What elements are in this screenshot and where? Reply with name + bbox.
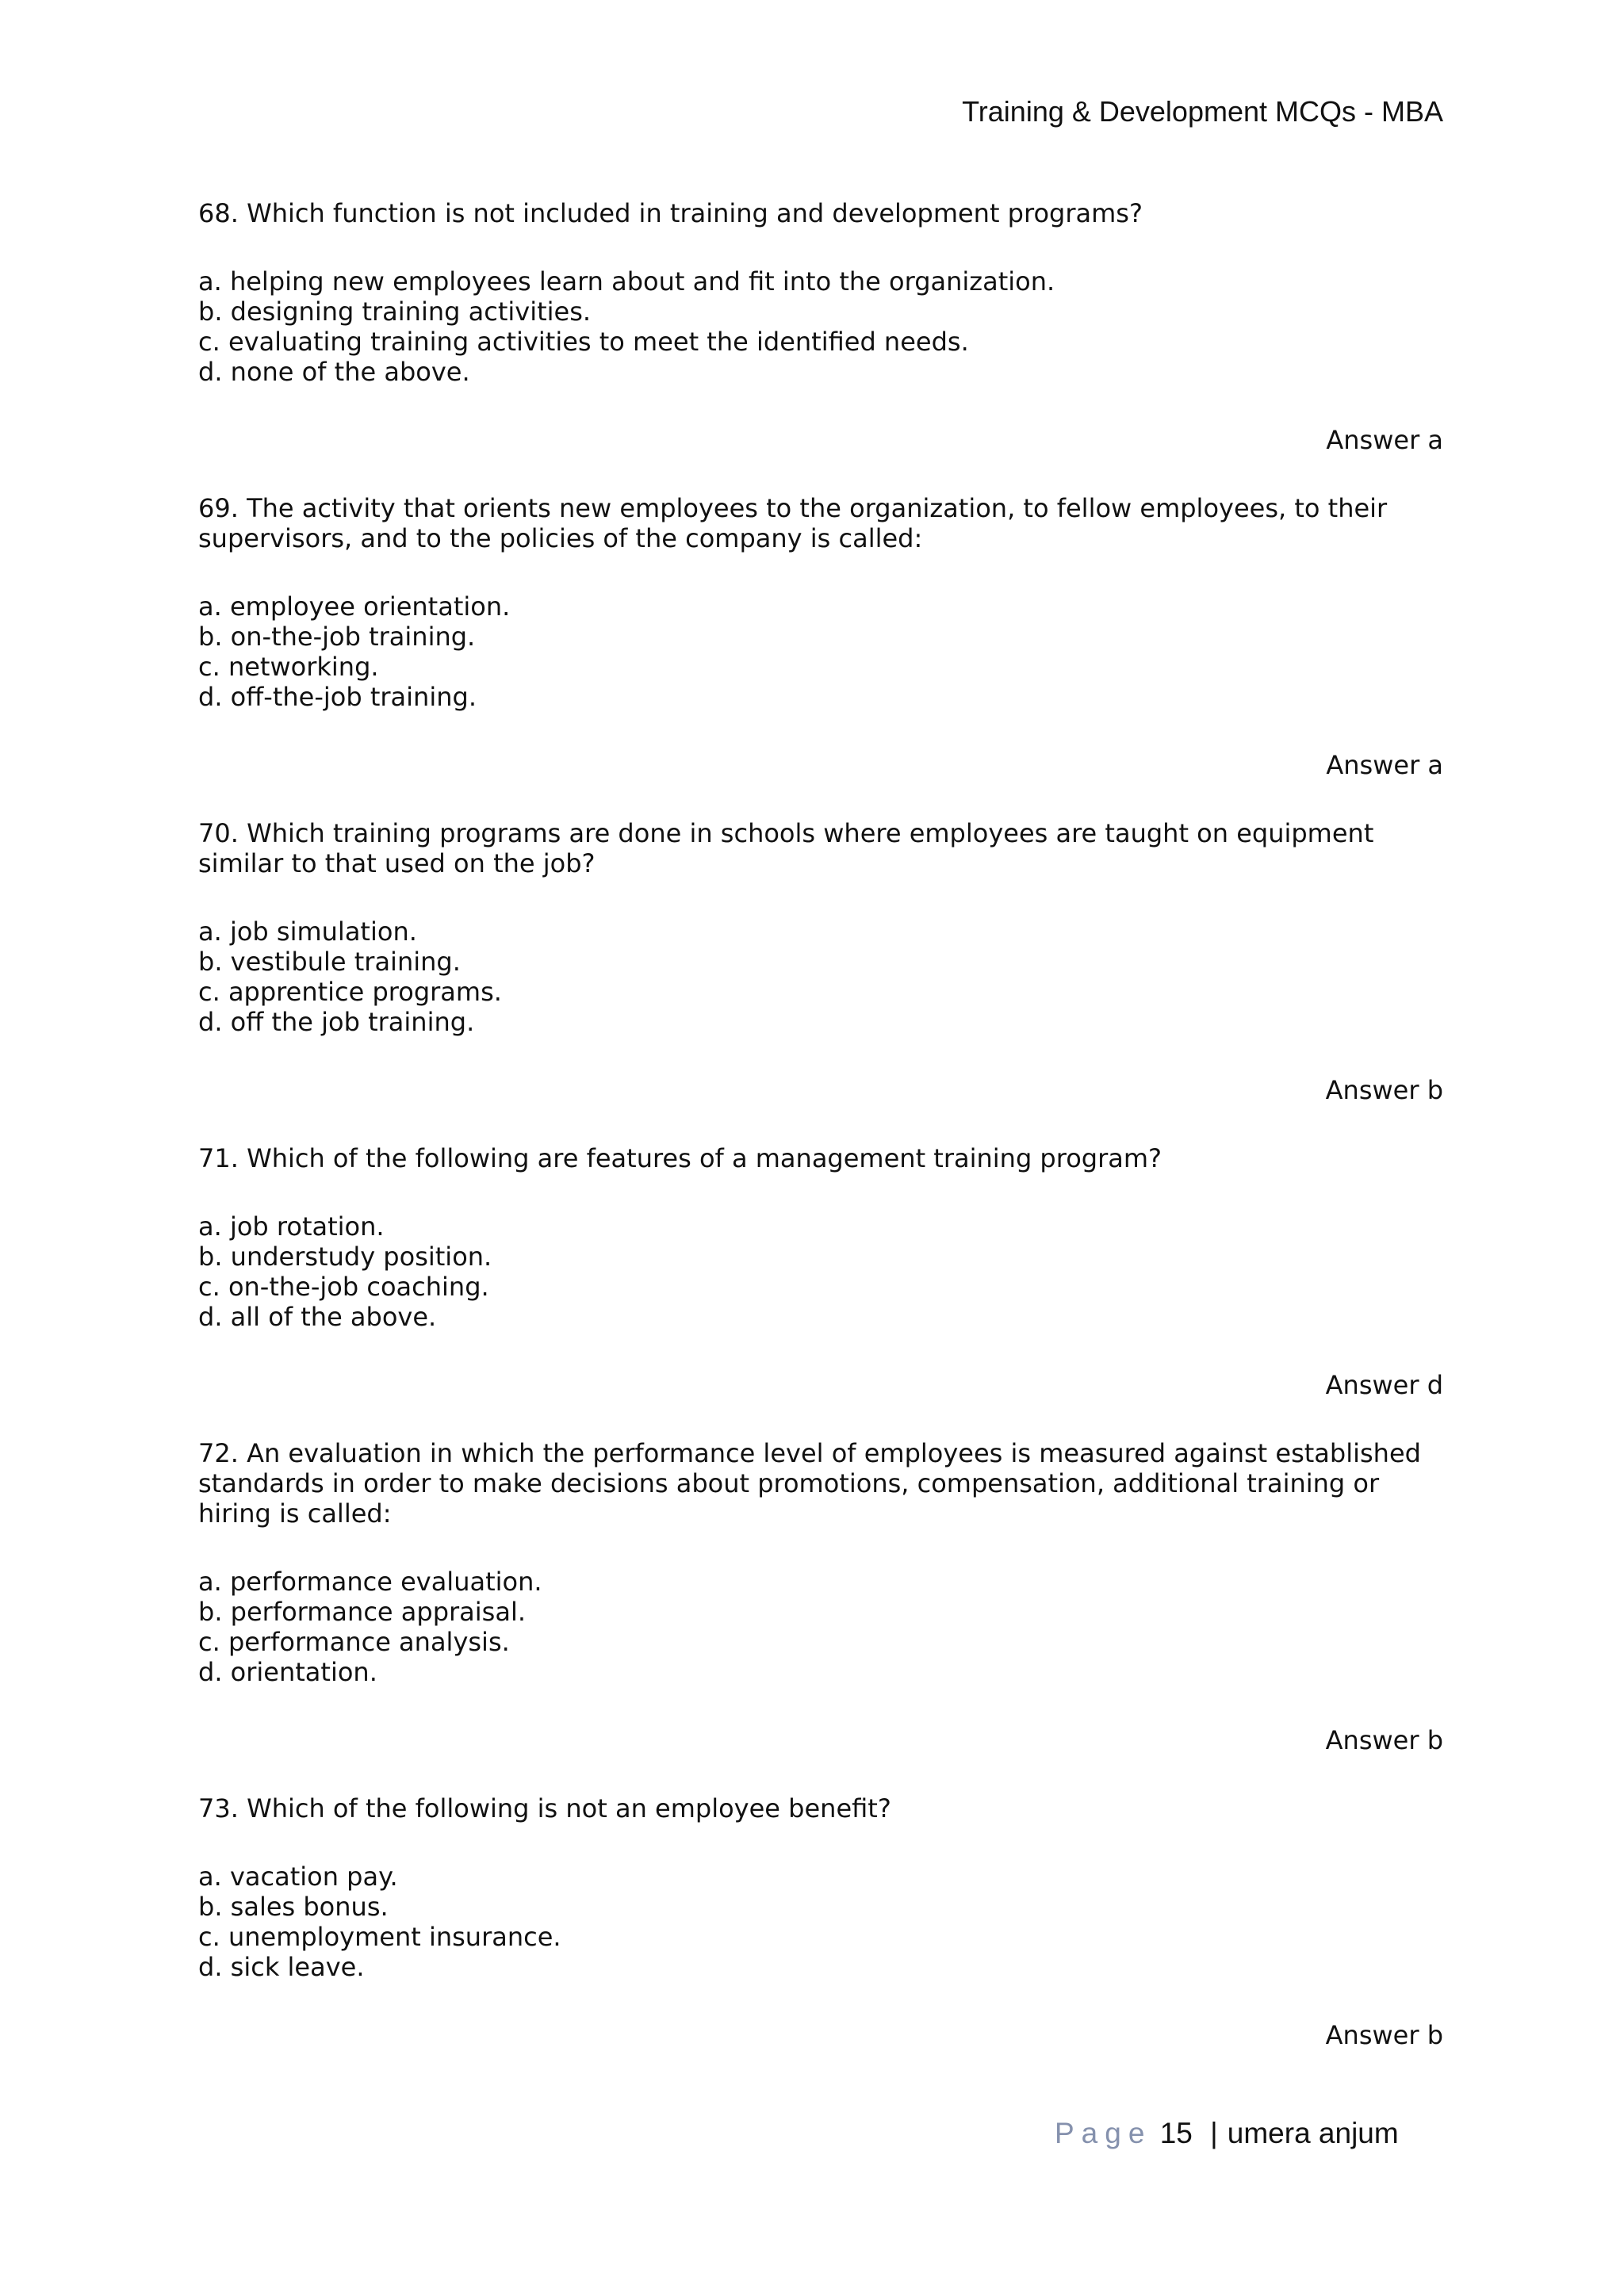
answer-option: b. performance appraisal. [198,1597,526,1627]
page-footer [1055,2117,1399,2150]
answer-option: a. job simulation. [198,916,417,947]
answer-key: Answer b [1325,1075,1443,1105]
question-text: 72. An evaluation in which the performance level of employees is measured against established standards in order to make decisions about promotions, compensation, additional training or hiring is called: [198,1438,1421,1529]
answer-option: d. off the job training. [198,1007,475,1037]
answer-option: c. networking. [198,652,379,682]
question-block [198,1143,1443,1400]
answer-key: Answer d [1325,1370,1443,1400]
question-text: 71. Which of the following are features of a management training program? [198,1143,1162,1173]
footer-author: umera anjum [1227,2117,1399,2149]
answer-option: b. vestibule training. [198,947,461,977]
answer-option: a. employee orientation. [198,591,511,622]
answer-option: b. sales bonus. [198,1892,389,1922]
question-block [198,493,1443,780]
answer-options [198,1211,1443,1332]
answer-option: c. evaluating training activities to meet the identified needs. [198,327,969,357]
answer-option: d. sick leave. [198,1952,365,1982]
question-block [198,1793,1443,2050]
question-list [198,198,1443,2088]
answer-key: Answer a [1326,425,1443,455]
answer-option: d. off-the-job training. [198,682,477,712]
answer-options [198,916,1443,1037]
footer-page-label: Page [1055,2117,1152,2149]
page-header-title: Training & Development MCQs - MBA [962,95,1443,128]
answer-option: c. unemployment insurance. [198,1922,561,1952]
answer-option: b. understudy position. [198,1242,492,1272]
answer-options [198,591,1443,712]
answer-option: d. none of the above. [198,357,470,387]
answer-key: Answer b [1325,1725,1443,1755]
question-block [198,1438,1443,1755]
answer-key: Answer b [1325,2020,1443,2050]
question-block [198,198,1443,455]
question-text: 70. Which training programs are done in schools where employees are taught on equipment similar to that used on the job? [198,818,1374,878]
answer-option: d. all of the above. [198,1302,437,1332]
answer-option: c. on-the-job coaching. [198,1272,489,1302]
question-block [198,818,1443,1105]
answer-options [198,1862,1443,1982]
answer-key: Answer a [1326,750,1443,780]
answer-option: a. helping new employees learn about and fit into the organization. [198,266,1055,297]
question-text: 69. The activity that orients new employees to the organization, to fellow employees, to their supervisors, and to the policies of the company is called: [198,493,1388,553]
answer-options [198,1567,1443,1687]
answer-option: d. orientation. [198,1657,377,1687]
answer-option: c. performance analysis. [198,1627,510,1657]
answer-option: a. job rotation. [198,1211,385,1242]
answer-option: b. on-the-job training. [198,622,476,652]
footer-page-number: 15 [1159,2117,1193,2149]
answer-options [198,266,1443,387]
answer-option: a. vacation pay. [198,1862,398,1892]
answer-option: b. designing training activities. [198,297,592,327]
question-text: 73. Which of the following is not an employee benefit? [198,1793,891,1823]
question-text: 68. Which function is not included in training and development programs? [198,198,1143,228]
footer-separator: | [1210,2117,1218,2149]
answer-option: a. performance evaluation. [198,1567,542,1597]
answer-option: c. apprentice programs. [198,977,502,1007]
